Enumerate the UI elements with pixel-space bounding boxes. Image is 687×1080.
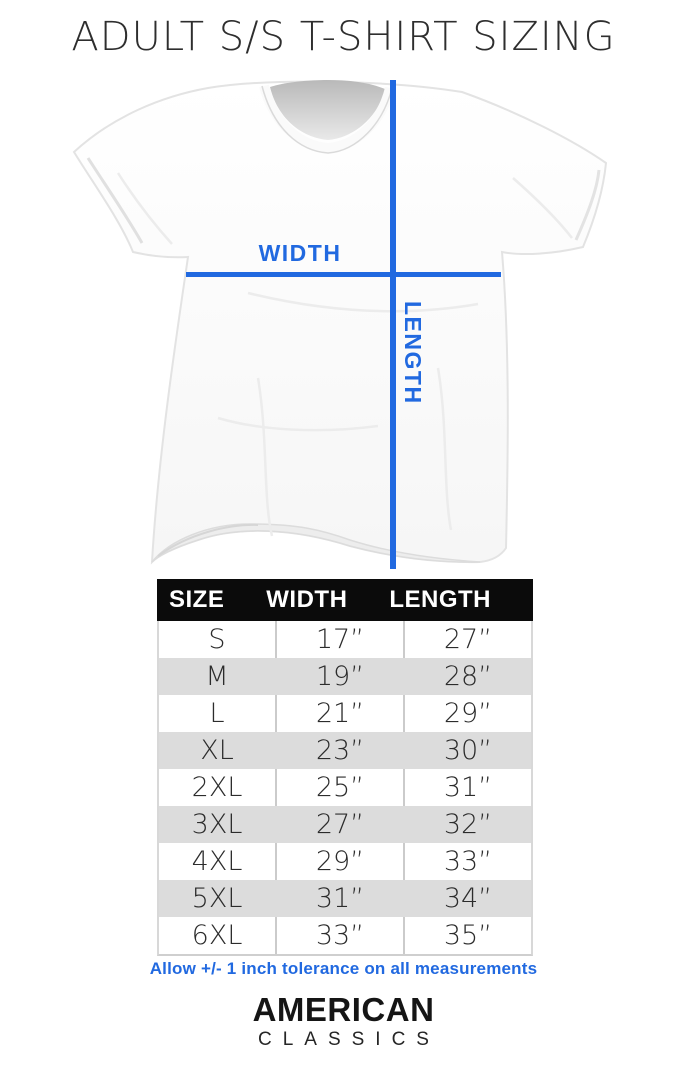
width-measure-line: [186, 272, 501, 277]
table-row: [159, 695, 531, 732]
length-cell: 31”: [403, 769, 531, 806]
size-table-header: [157, 579, 533, 621]
table-row: [159, 917, 531, 954]
width-cell: 27”: [315, 809, 365, 840]
width-cell: 31”: [315, 883, 365, 914]
width-cell: 25”: [275, 769, 403, 806]
brand-name: AMERICAN: [252, 991, 435, 1028]
size-cell: S: [208, 624, 226, 655]
width-cell: 19”: [315, 661, 365, 692]
size-cell: XL: [200, 735, 234, 766]
size-table: [157, 579, 533, 956]
width-cell: 21”: [275, 695, 403, 732]
size-cell: L: [209, 698, 225, 729]
table-row: [159, 732, 531, 769]
header-size: SIZE: [169, 586, 225, 613]
size-cell: 3XL: [191, 809, 243, 840]
table-row: [159, 880, 531, 917]
length-label: LENGTH: [400, 301, 426, 405]
size-cell: 6XL: [191, 920, 243, 951]
width-cell: 23”: [315, 735, 365, 766]
length-cell: 32”: [443, 809, 493, 840]
length-cell: 28”: [443, 661, 493, 692]
length-measure-line: [390, 80, 396, 569]
length-cell: 34”: [443, 883, 493, 914]
width-cell: 33”: [275, 917, 403, 954]
length-cell: 30”: [443, 735, 493, 766]
size-cell: 4XL: [191, 846, 243, 877]
table-row: [159, 621, 531, 658]
brand-subname: CLASSICS: [258, 1029, 440, 1050]
length-cell: 27”: [403, 621, 531, 658]
table-row: [159, 843, 531, 880]
table-row: [159, 806, 531, 843]
brand-logo: [0, 993, 687, 1051]
header-length: LENGTH: [389, 586, 491, 613]
page-title: ADULT S/S T-SHIRT SIZING: [71, 14, 616, 60]
size-table-body: [157, 621, 533, 956]
header-width: WIDTH: [266, 586, 348, 613]
width-cell: 17”: [275, 621, 403, 658]
tolerance-note: Allow +/- 1 inch tolerance on all measurements: [149, 959, 538, 978]
length-cell: 29”: [403, 695, 531, 732]
size-cell: 2XL: [191, 772, 243, 803]
tshirt-body: [74, 82, 606, 562]
width-cell: 29”: [275, 843, 403, 880]
length-cell: 33”: [403, 843, 531, 880]
tshirt-svg: [58, 78, 620, 578]
size-cell: 5XL: [191, 883, 243, 914]
length-cell: 35”: [403, 917, 531, 954]
size-cell: M: [205, 661, 229, 692]
width-label: WIDTH: [258, 240, 342, 266]
table-row: [159, 769, 531, 806]
tshirt-illustration: [58, 78, 620, 578]
table-row: [159, 658, 531, 695]
